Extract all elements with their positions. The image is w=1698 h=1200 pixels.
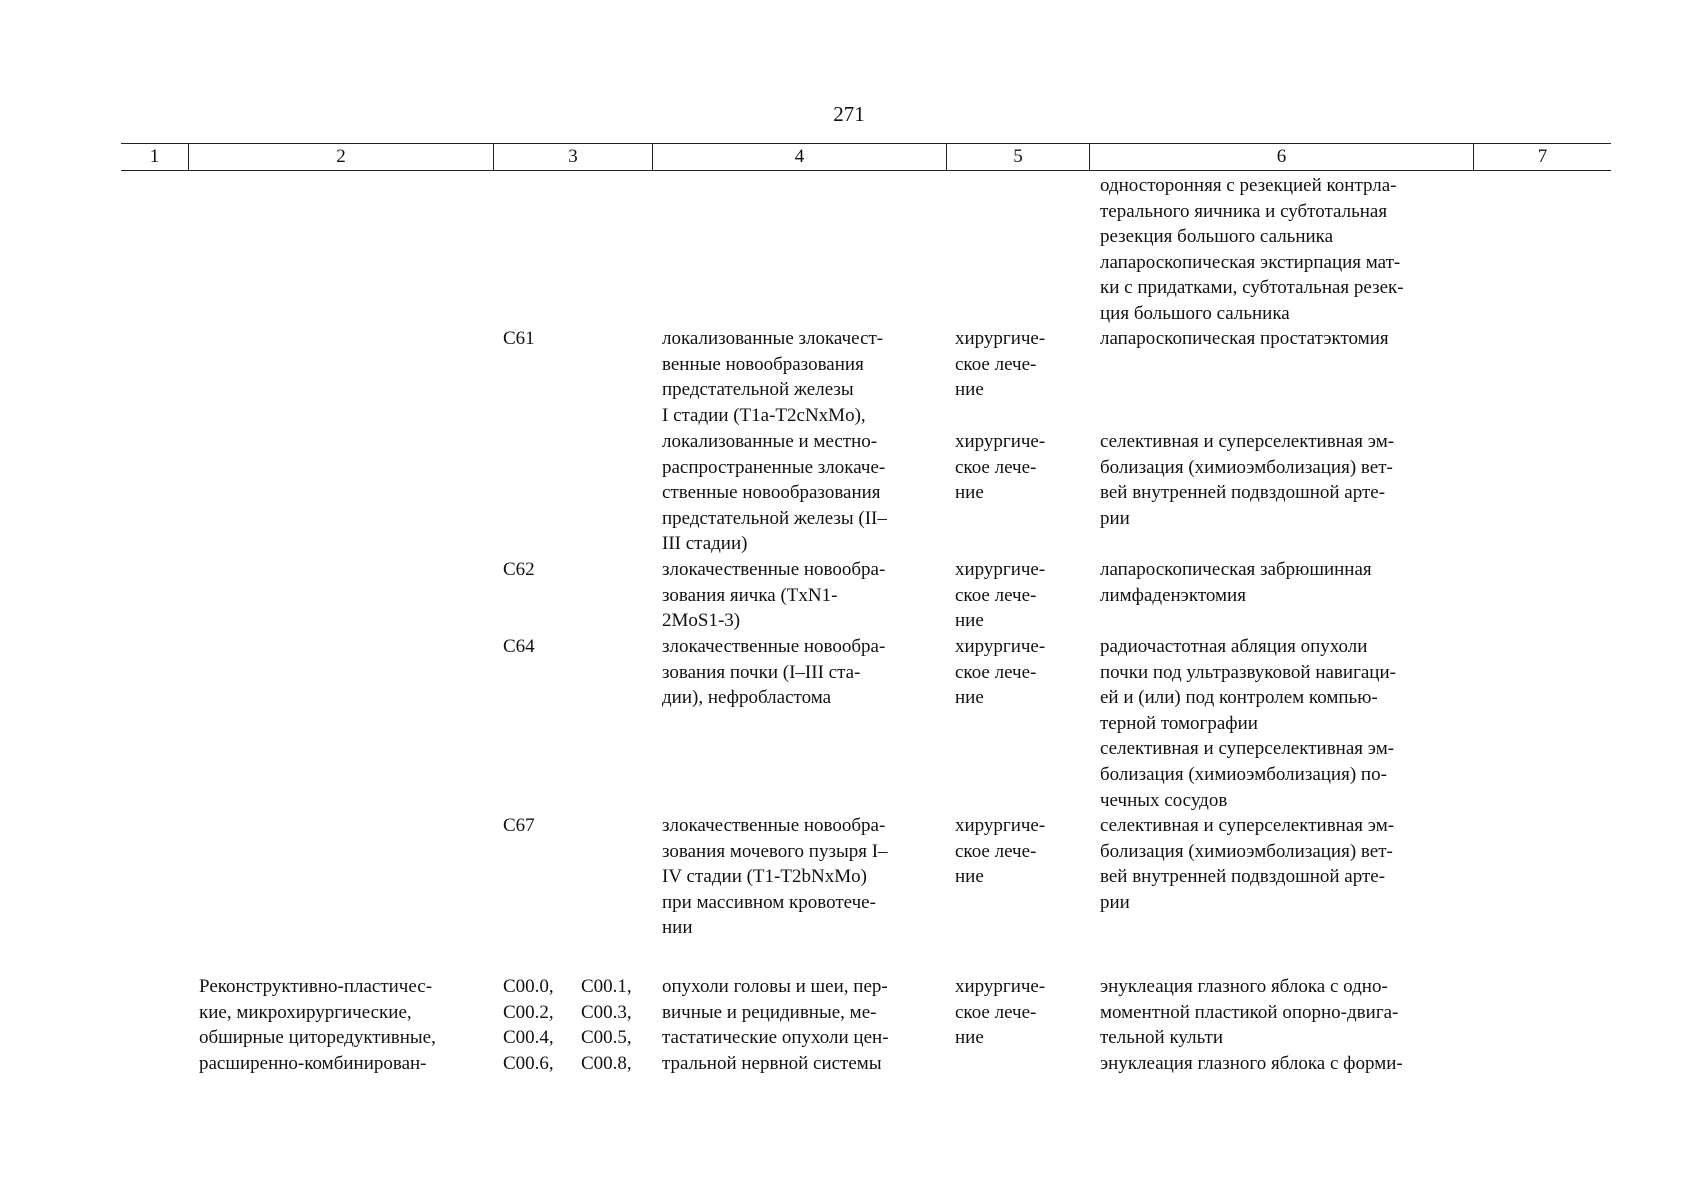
icd-code: C00.3,	[581, 1001, 632, 1023]
diagnosis-c61	[662, 326, 934, 428]
text-line: локализованные злокачест-	[662, 328, 884, 349]
text-line: ское лече-	[955, 840, 1037, 862]
header-col-2: 2	[188, 144, 493, 170]
method-c62	[1100, 557, 1462, 608]
text-line: кие, микрохирургические,	[199, 1001, 412, 1023]
text-line: при массивном кровотече-	[662, 891, 876, 913]
text-line: ственные новообразования	[662, 482, 881, 504]
text-line: 2MoS1-3)	[662, 610, 741, 632]
text-line: хирургиче-	[955, 328, 1046, 349]
icd-code: C00.2,	[503, 1001, 554, 1023]
method-c64	[1100, 634, 1462, 813]
text-line: болизация (химиоэмболизация) вет-	[1100, 456, 1393, 478]
diagnosis-c62	[662, 557, 934, 634]
header-col-1: 1	[149, 146, 160, 167]
text-line: ние	[955, 482, 984, 504]
text-line: ние	[955, 1027, 984, 1049]
text-line: нии	[662, 917, 693, 939]
text-line: моментной пластикой опорно-двига-	[1100, 1001, 1399, 1023]
icd-code-c67: C67	[503, 815, 535, 836]
text-line: тельной культи	[1100, 1027, 1223, 1049]
text-line: радиочастотная абляция опухоли	[1100, 636, 1368, 657]
method-continuation	[1100, 173, 1462, 327]
text-line: ция большого сальника	[1100, 302, 1290, 324]
treatment-c61-local	[955, 429, 1077, 506]
text-line: ние	[955, 610, 984, 632]
text-line: зования мочевого пузыря I–	[662, 840, 888, 862]
header-col-6: 6	[1089, 144, 1473, 170]
icd-code-c64: C64	[503, 636, 535, 657]
text-line: ское лече-	[955, 1001, 1037, 1023]
text-line: ское лече-	[955, 353, 1037, 375]
text-line: вичные и рецидивные, ме-	[662, 1001, 877, 1023]
text-line: Реконструктивно-пластичес-	[199, 976, 433, 997]
icd-code: C00.4,	[503, 1027, 554, 1049]
text-line: почки под ультразвуковой навигаци-	[1100, 661, 1396, 683]
text-line: энуклеация глазного яблока с одно-	[1100, 976, 1388, 997]
text-line: зования яичка (TxN1-	[662, 584, 838, 606]
icd-code: C00.6,	[503, 1052, 554, 1074]
text-line: распространенные злокаче-	[662, 456, 886, 478]
text-line: ки с придатками, субтотальная резек-	[1100, 277, 1404, 299]
icd-code: C00.0,	[503, 976, 554, 997]
text-line: злокачественные новообра-	[662, 815, 886, 836]
text-line: чечных сосудов	[1100, 789, 1228, 811]
text-line: III стадии)	[662, 533, 748, 555]
text-line: ское лече-	[955, 661, 1037, 683]
text-line: односторонняя с резекцией контрла-	[1100, 175, 1397, 196]
text-line: хирургиче-	[955, 976, 1046, 997]
text-line: злокачественные новообра-	[662, 636, 886, 657]
text-line: селективная и суперселективная эм-	[1100, 738, 1395, 760]
text-line: дии), нефробластома	[662, 687, 832, 709]
text-line: тастатические опухоли цен-	[662, 1027, 889, 1049]
text-line: хирургиче-	[955, 815, 1046, 836]
method-c61	[1100, 326, 1462, 352]
text-line: ское лече-	[955, 584, 1037, 606]
diagnosis-head-neck	[662, 974, 934, 1076]
text-line: терной томографии	[1100, 712, 1258, 734]
text-line: энуклеация глазного яблока с форми-	[1100, 1052, 1403, 1074]
diagnosis-c64	[662, 634, 934, 711]
icd-code-c61: C61	[503, 328, 535, 349]
treatment-c64	[955, 634, 1077, 711]
treatment-head-neck	[955, 974, 1077, 1051]
text-line: болизация (химиоэмболизация) по-	[1100, 763, 1387, 785]
text-line: расширенно-комбинирован-	[199, 1052, 427, 1074]
text-line: хирургиче-	[955, 559, 1046, 580]
text-line: хирургиче-	[955, 636, 1046, 657]
text-line: ей и (или) под контролем компью-	[1100, 687, 1378, 709]
text-line: I стадии (T1a-T2cNxMo),	[662, 404, 866, 426]
icd-code: C00.5,	[581, 1027, 632, 1049]
header-col-7: 7	[1473, 144, 1611, 170]
method-c67	[1100, 813, 1462, 915]
icd-code: C00.8,	[581, 1052, 632, 1074]
text-line: селективная и суперселективная эм-	[1100, 815, 1395, 836]
method-head-neck	[1100, 974, 1462, 1076]
text-line: лапароскопическая экстирпация мат-	[1100, 251, 1401, 273]
text-line: рии	[1100, 891, 1130, 913]
method-c61-local	[1100, 429, 1462, 531]
text-line: селективная и суперселективная эм-	[1100, 431, 1395, 452]
text-line: тральной нервной системы	[662, 1052, 882, 1074]
text-line: зования почки (I–III ста-	[662, 661, 861, 683]
icd-code-c62: C62	[503, 559, 535, 580]
text-line: злокачественные новообра-	[662, 559, 886, 580]
text-line: локализованные и местно-	[662, 431, 878, 452]
text-line: IV стадии (T1-T2bNxMo)	[662, 866, 867, 888]
treatment-c67	[955, 813, 1077, 890]
text-line: вей внутренней подвздошной арте-	[1100, 866, 1386, 888]
text-line: опухоли головы и шеи, пер-	[662, 976, 888, 997]
treatment-c62	[955, 557, 1077, 634]
text-line: ское лече-	[955, 456, 1037, 478]
text-line: резекция большого сальника	[1100, 226, 1334, 248]
text-line: лимфаденэктомия	[1100, 584, 1246, 606]
text-line: обширные циторедуктивные,	[199, 1027, 436, 1049]
text-line: лапароскопическая забрюшинная	[1100, 559, 1372, 580]
table-header-row	[121, 143, 1611, 171]
text-line: венные новообразования	[662, 353, 864, 375]
header-col-5: 5	[946, 144, 1089, 170]
page-number: 271	[833, 102, 865, 126]
text-line: ние	[955, 866, 984, 888]
diagnosis-c67	[662, 813, 934, 941]
treatment-c61	[955, 326, 1077, 403]
text-line: ние	[955, 379, 984, 401]
text-line: рии	[1100, 507, 1130, 529]
text-line: предстательной железы (II–	[662, 507, 887, 529]
header-col-3: 3	[493, 144, 652, 170]
text-line: болизация (химиоэмболизация) вет-	[1100, 840, 1393, 862]
text-line: предстательной железы	[662, 379, 854, 401]
text-line: лапароскопическая простатэктомия	[1100, 328, 1389, 349]
text-line: терального яичника и субтотальная	[1100, 200, 1388, 222]
text-line: хирургиче-	[955, 431, 1046, 452]
icd-code: C00.1,	[581, 976, 632, 997]
header-col-4: 4	[652, 144, 946, 170]
treatment-group-name	[199, 974, 482, 1076]
text-line: ние	[955, 687, 984, 709]
text-line: вей внутренней подвздошной арте-	[1100, 482, 1386, 504]
diagnosis-c61-local	[662, 429, 934, 557]
icd-codes-head-neck	[503, 974, 648, 1076]
